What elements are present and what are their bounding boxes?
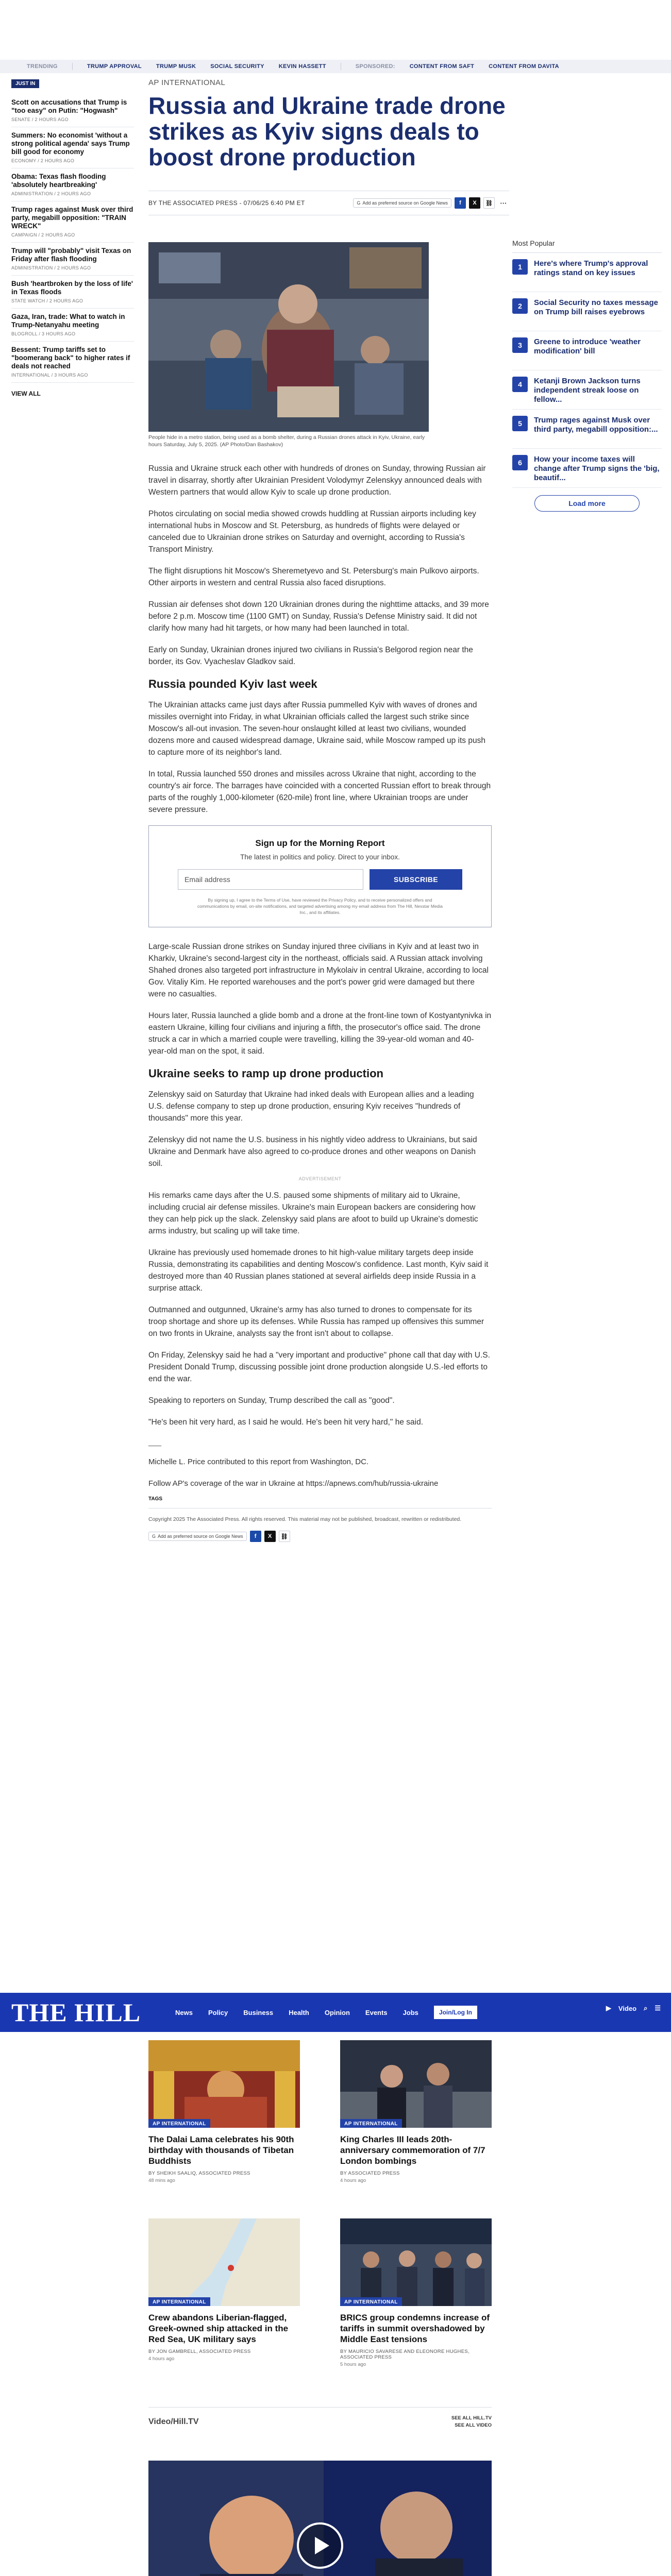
article-paragraph: Speaking to reporters on Sunday, Trump described the call as "good". (148, 1396, 395, 1405)
brics-summit-photo (340, 2218, 492, 2306)
article-paragraph: The Ukrainian attacks came just days after Russia pummelled Kyiv with waves of drones and missiles overnight into Friday, in what Ukrainian officials called the largest such strike since Moscow's all-out invasion. The seven-hour onslaught killed at least two civilians, wounded dozens more and caused widespread damage, Ukraine said, while Moscow ramped up its push to capture more of its neighbor's land. (148, 701, 485, 757)
load-more-button[interactable]: Load more (534, 495, 640, 512)
most-popular-item-title[interactable]: How your income taxes will change after Trump signs the 'big, beautif... (534, 455, 660, 482)
article-paragraph: Outmanned and outgunned, Ukraine's army has also turned to drones to compensate for its troop shortage and shore up its defenses. While Russia has ramped up offensives this summer on two fronts in Ukraine, analysts say the front isn't about to collapse. (148, 1306, 484, 1338)
share-bar (353, 197, 509, 209)
article-paragraph: Zelenskyy did not name the U.S. business in his nightly video address to Ukrainians, but said Ukraine and Denmark have also agreed to co-produce drones and other weapons on Danish soil. (148, 1136, 477, 1168)
most-popular-item-title[interactable]: Ketanji Brown Jackson turns independent streak loose on fellow... (534, 377, 641, 404)
site-header (0, 1993, 671, 2032)
article-subhead: Ukraine seeks to ramp up drone production (148, 1067, 383, 1080)
article-follow-link[interactable]: Follow AP's coverage of the war in Ukraine at https://apnews.com/hub/russia-ukraine (148, 1479, 439, 1488)
rank-badge: 5 (512, 416, 528, 431)
search-icon[interactable]: ⌕ (644, 2004, 648, 2012)
newsletter-title: Sign up for the Morning Report (255, 838, 385, 848)
article-paragraph: Russian air defenses shot down 120 Ukrainian drones during the nighttime attacks, and 39 more before 2 p.m. Moscow time (1100 GMT) on Sunday, Russia's Defense Ministry said. It did not clarify how many had hit targets, or how many had been launched in total. (148, 600, 489, 633)
google-preferred-button[interactable] (148, 1532, 247, 1541)
google-preferred-button[interactable] (353, 198, 451, 208)
article-paragraph: Early on Sunday, Ukrainian drones injured two civilians in Russia's Belgorod region near the border, its Gov. Vyacheslav Gladkov said. (148, 646, 473, 666)
newsletter-signup (148, 825, 492, 927)
most-popular-item-title[interactable]: Trump rages against Musk over third party, megabill opposition:... (534, 416, 658, 434)
sidebar-item-meta: BLOGROLL / 3 HOURS AGO (11, 331, 76, 336)
story-byline: BY ASSOCIATED PRESS (340, 2171, 400, 2176)
metro-shelter-illustration (148, 242, 429, 432)
sidebar-item-title[interactable]: Trump rages against Musk over third party, megabill opposition: "TRAIN WRECK" (11, 206, 133, 230)
nav-item-jobs[interactable]: Jobs (402, 2008, 418, 2016)
google-preferred-label: Add as preferred source on Google News (158, 1534, 243, 1539)
article-paragraph: In total, Russia launched 550 drones and missiles across Ukraine that night, according to the country's air force. The barrages have coincided with a concerted Russian effort to break through parts of the roughly 1,000-kilometer (620-mile) front line, where Ukrainian troops are under severe pressure. (148, 770, 491, 814)
story-thumbnail[interactable] (148, 2218, 300, 2306)
red-sea-map (148, 2218, 300, 2306)
just-in-pill: JUST IN (11, 79, 39, 88)
story-byline: BY JON GAMBRELL, ASSOCIATED PRESS (148, 2349, 251, 2354)
story-thumbnail[interactable] (340, 2218, 492, 2306)
story-kicker[interactable]: AP INTERNATIONAL (148, 2297, 210, 2306)
sidebar-item-meta: SENATE / 2 HOURS AGO (11, 117, 69, 122)
join-login-button[interactable]: Join/Log In (434, 2006, 477, 2019)
story-title[interactable]: King Charles III leads 20th-anniversary commemoration of 7/7 London bombings (340, 2134, 485, 2166)
article-photo (148, 242, 429, 432)
trending-label: TRENDING (27, 63, 58, 70)
nav-item-policy[interactable]: Policy (208, 2008, 228, 2016)
see-all-video-link[interactable]: SEE ALL VIDEO (455, 2422, 492, 2428)
link-icon[interactable]: ⛓ (483, 197, 495, 209)
header-actions (606, 2004, 661, 2012)
article-body (148, 463, 492, 1542)
story-title[interactable]: BRICS group condemns increase of tariffs in summit overshadowed by Middle East tensions (340, 2313, 490, 2344)
most-popular-item[interactable] (512, 292, 662, 331)
sidebar-item-title[interactable]: Trump will "probably" visit Texas on Friday after flash flooding (11, 247, 131, 263)
story-thumbnail[interactable] (340, 2040, 492, 2128)
facebook-icon[interactable]: f (455, 197, 466, 209)
article-paragraph: Ukraine has previously used homemade drones to hit high-value military targets deep inside Russia, demonstrating its capabilities and denting Moscow's confidence. Last month, Kyiv said it destroyed more than 40 Russian planes stationed at several airfields deep inside Russia in a surprise attack. (148, 1248, 489, 1293)
story-date: 5 hours ago (340, 2362, 366, 2367)
article-paragraph: "He's been hit very hard, as I said he would. He's been hit very hard," he said. (148, 1418, 424, 1427)
article-paragraph: Large-scale Russian drone strikes on Sunday injured three civilians in Kyiv and at least two in Kharkiv, Ukraine's second-largest city in the northeast, officials said. A Russian attack involving Shahed drones also targeted port infrastructure in Mykolaiv in central Ukraine, according to local Gov. Vitaliy Kim. He reported warehouses and the port's power grid were damaged but there were no casualties. (148, 942, 489, 998)
photo-caption: People hide in a metro station, being used as a bomb shelter, during a Russian drones attack in Kyiv, Ukraine, early hours Saturday, July 5, 2025. (AP Photo/Dan Bashakov) (148, 434, 425, 448)
more-share-icon[interactable]: ··· (498, 197, 509, 209)
sidebar-item-meta: INTERNATIONAL / 3 HOURS AGO (11, 372, 88, 378)
most-popular-item[interactable] (512, 449, 662, 488)
sidebar-item-meta: ADMINISTRATION / 2 HOURS AGO (11, 191, 91, 196)
article-paragraph: Russia and Ukraine struck each other with hundreds of drones on Sunday, throwing Russian air travel in disarray, shortly after Ukrainian President Volodymyr Zelenskyy announced deals with Western partners that would allow Kyiv to scale up drone production. (148, 464, 486, 497)
sidebar-item[interactable] (11, 342, 134, 383)
story-kicker[interactable]: AP INTERNATIONAL (340, 2119, 402, 2128)
tags-label: TAGS (148, 1496, 492, 1509)
king-charles-photo (340, 2040, 492, 2128)
most-popular-item-title[interactable]: Social Security no taxes message on Trump bill raises eyebrows (534, 298, 658, 316)
sidebar-item-meta: ECONOMY / 2 HOURS AGO (11, 158, 75, 163)
story-title[interactable]: The Dalai Lama celebrates his 90th birthday with thousands of Tibetan Buddhists (148, 2134, 294, 2166)
sidebar-item[interactable] (11, 243, 134, 276)
trending-link[interactable]: TRUMP MUSK (156, 63, 196, 70)
sidebar-item-title[interactable]: Obama: Texas flash flooding 'absolutely heartbreaking' (11, 173, 106, 189)
divider (72, 63, 73, 70)
advertisement-label: ADVERTISEMENT (298, 1176, 342, 1181)
story-card[interactable] (148, 2218, 300, 2362)
view-all-link[interactable]: VIEW ALL (11, 390, 41, 397)
sidebar-item[interactable] (11, 276, 134, 309)
video-section-title: Video/Hill.TV (148, 2417, 199, 2426)
sponsored-link[interactable]: CONTENT FROM SAFT (409, 63, 475, 70)
article-paragraph: On Friday, Zelenskyy said he had a "very important and productive" phone call that day with U.S. President Donald Trump, discussing possible joint drone production alongside U.S.-led efforts to end the war. (148, 1351, 490, 1383)
see-all-hilltv-link[interactable]: SEE ALL HILL.TV (451, 2415, 492, 2421)
sidebar-item[interactable] (11, 168, 134, 201)
share-bar-bottom (148, 1531, 492, 1542)
rank-badge: 6 (512, 455, 528, 470)
google-icon: G (152, 1534, 156, 1539)
sponsored-label: SPONSORED: (355, 63, 395, 70)
sidebar-item-title[interactable]: Bush 'heartbroken by the loss of life' in Texas floods (11, 280, 133, 296)
x-icon[interactable]: X (469, 197, 480, 209)
story-card[interactable] (340, 2218, 492, 2367)
story-kicker[interactable]: AP INTERNATIONAL (340, 2297, 402, 2306)
article-paragraph: His remarks came days after the U.S. paused some shipments of military aid to Ukraine, including crucial air defense missiles. Ukraine's main European backers are considering how they can help pick up the slack. Zelenskyy said plans are afoot to build up Ukraine's domestic arms industry, but scaling up will take time. (148, 1191, 478, 1235)
section-tag[interactable]: AP INTERNATIONAL (148, 78, 226, 87)
just-in-sidebar (11, 78, 134, 397)
story-date: 4 hours ago (148, 2356, 175, 2362)
featured-video[interactable] (148, 2461, 492, 2576)
link-icon[interactable]: ⛓ (279, 1531, 290, 1542)
article-paragraph: The flight disruptions hit Moscow's Sheremetyevo and St. Petersburg's main Pulkovo airports. Other airports in western and central Russia also faced disruptions. (148, 567, 479, 587)
most-popular-item[interactable] (512, 410, 662, 449)
sponsored-link[interactable]: CONTENT FROM DAVITA (489, 63, 559, 70)
topic-bar (0, 60, 671, 73)
sidebar-item-meta: STATE WATCH / 2 HOURS AGO (11, 298, 83, 303)
sidebar-item[interactable] (11, 201, 134, 243)
sidebar-item-meta: CAMPAIGN / 2 HOURS AGO (11, 232, 75, 238)
nav-item-events[interactable]: Events (365, 2008, 388, 2016)
google-preferred-label: Add as preferred source on Google News (362, 200, 448, 206)
most-popular-item-title[interactable]: Here's where Trump's approval ratings stand on key issues (534, 259, 648, 277)
rank-badge: 1 (512, 259, 528, 275)
most-popular-item-title[interactable]: Greene to introduce 'weather modification' bill (534, 337, 641, 355)
story-kicker[interactable]: AP INTERNATIONAL (148, 2119, 210, 2128)
trending-link[interactable]: KEVIN HASSETT (278, 63, 326, 70)
dalai-lama-photo (148, 2040, 300, 2128)
play-button[interactable] (297, 2522, 343, 2569)
story-card[interactable] (148, 2040, 300, 2183)
sidebar-item-title[interactable]: Scott on accusations that Trump is "too easy" on Putin: "Hogwash" (11, 98, 127, 114)
sidebar-item[interactable] (11, 127, 134, 168)
most-popular-item[interactable] (512, 253, 662, 292)
byline: BY THE ASSOCIATED PRESS - 07/06/25 6:40 PM ET (148, 199, 305, 207)
newsletter-fine-print: By signing up, I agree to the Terms of Use, have reviewed the Privacy Policy, and to receive personalized offers and communications by email, on-site notifications, and targeted advertising among my email address from The Hill, Nexstar Media Inc., and its affiliates. (197, 897, 443, 915)
rank-badge: 2 (512, 298, 528, 314)
subscribe-button[interactable]: SUBSCRIBE (370, 869, 462, 890)
nav-item-business[interactable]: Business (243, 2008, 274, 2016)
trending-link[interactable]: TRUMP APPROVAL (87, 63, 142, 70)
story-title[interactable]: Crew abandons Liberian-flagged, Greek-owned ship attacked in the Red Sea, UK military says (148, 2313, 289, 2344)
copyright-notice: Copyright 2025 The Associated Press. All rights reserved. This material may not be published, broadcast, rewritten or redistributed. (148, 1516, 462, 1522)
article-headline: Russia and Ukraine trade drone strikes as Kyiv signs deals to boost drone production (148, 92, 506, 171)
google-icon: G (357, 200, 361, 206)
x-icon[interactable]: X (264, 1531, 276, 1542)
rank-badge: 4 (512, 377, 528, 392)
story-thumbnail[interactable] (148, 2040, 300, 2128)
sidebar-item[interactable] (11, 309, 134, 342)
most-popular-title: Most Popular (512, 239, 662, 253)
separator-dashes: ___ (148, 1438, 162, 1447)
article-credit: Michelle L. Price contributed to this report from Washington, DC. (148, 1458, 369, 1466)
main-nav (175, 2006, 477, 2019)
rank-badge: 3 (512, 337, 528, 353)
video-section-header (148, 2407, 492, 2429)
newsletter-form (149, 869, 491, 890)
newsletter-subtitle: The latest in politics and policy. Direct to your inbox. (240, 853, 400, 861)
video-see-all (451, 2415, 492, 2429)
byline-row (148, 191, 509, 215)
story-date: 48 mins ago (148, 2178, 175, 2183)
email-input[interactable]: Email address (178, 869, 363, 890)
most-popular-item[interactable] (512, 370, 662, 410)
nav-item-news[interactable]: News (175, 2008, 193, 2016)
video-link[interactable]: Video (618, 2004, 637, 2012)
video-play-icon[interactable]: ▶ (606, 2004, 611, 2012)
nav-item-health[interactable]: Health (289, 2008, 309, 2016)
sidebar-item-meta: ADMINISTRATION / 2 HOURS AGO (11, 265, 91, 270)
story-card[interactable] (340, 2040, 492, 2183)
menu-icon[interactable]: ☰ (655, 2004, 661, 2012)
nav-item-opinion[interactable]: Opinion (324, 2008, 350, 2016)
most-popular (512, 239, 662, 512)
sidebar-item-title[interactable]: Summers: No economist 'without a strong political agenda' says Trump bill good for economy (11, 131, 130, 156)
article-paragraph: Hours later, Russia launched a glide bomb and a drone at the front-line town of Kostyantynivka in eastern Ukraine, killing four civilians and injuring a fifth, the prosecutor's office said. The drone struck a car in which a married couple were travelling, killing the 39-year-old woman and 40-year-old man on the spot, it said. (148, 1011, 492, 1056)
site-logo[interactable]: THE HILL (11, 1998, 141, 2027)
article-paragraph: Photos circulating on social media showed crowds huddling at Russian airports including key international hubs in Moscow and St. Petersburg, as hundreds of flights were delayed or canceled due to Ukrainian drone strikes on Saturday and overnight, according to Russia's Transport Ministry. (148, 510, 476, 554)
story-date: 4 hours ago (340, 2178, 366, 2183)
article-subhead: Russia pounded Kyiv last week (148, 677, 317, 690)
article-paragraph: Zelenskyy said on Saturday that Ukraine had inked deals with European allies and a leading U.S. defense company to step up drone production, ensuring Kyiv receives "hundreds of thousands" more this year. (148, 1090, 474, 1123)
most-popular-item[interactable] (512, 331, 662, 370)
trending-link[interactable]: SOCIAL SECURITY (210, 63, 264, 70)
sidebar-item[interactable] (11, 94, 134, 127)
sidebar-item-title[interactable]: Gaza, Iran, trade: What to watch in Trump-Netanyahu meeting (11, 313, 125, 329)
sidebar-item-title[interactable]: Bessent: Trump tariffs set to "boomerang back" to higher rates if deals not reached (11, 346, 130, 370)
story-byline: BY MAURICIO SAVARESE AND ELEONORE HUGHES, ASSOCIATED PRESS (340, 2349, 469, 2360)
facebook-icon[interactable]: f (250, 1531, 261, 1542)
story-byline: BY SHEIKH SAALIQ, ASSOCIATED PRESS (148, 2171, 250, 2176)
